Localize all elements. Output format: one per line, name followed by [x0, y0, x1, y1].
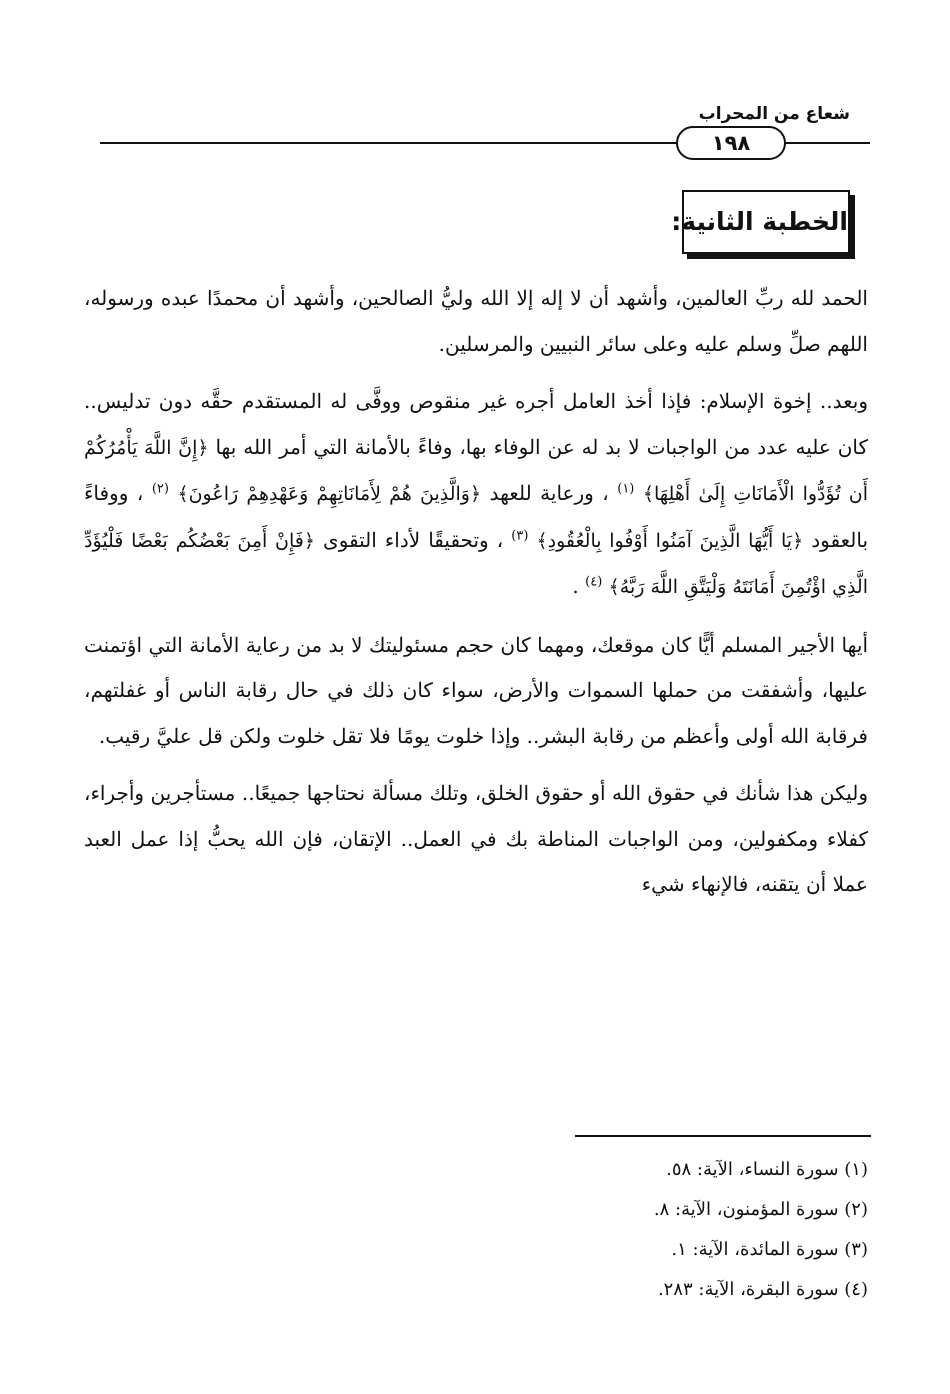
- paragraph-text: .: [572, 574, 579, 598]
- footnote-1: (١) سورة النساء، الآية: ٥٨.: [666, 1159, 868, 1180]
- quran-verse: ﴿فَإِنْ أَمِنَ بَعْضُكُم بَعْضًا فَلْيُؤَدِّ الَّذِي اؤْتُمِنَ أَمَانَتَهُ وَلْيَتَّقِ اللَّهَ رَبَّهُ﴾: [84, 529, 868, 598]
- footnotes: [84, 1150, 868, 1310]
- footnote-2: (٢) سورة المؤمنون، الآية: ٨.: [653, 1199, 868, 1220]
- paragraph-conduct: [84, 771, 868, 908]
- paragraph-text: الحمد لله ربِّ العالمين، وأشهد أن لا إله إلا الله وليُّ الصالحين، وأشهد أن محمدًا عبده ورسوله، اللهم صلِّ وسلم عليه وعلى سائر النبيين والمرسلين.: [84, 286, 868, 356]
- footnote-reference: (٤): [585, 574, 603, 590]
- footnote-reference: (١): [617, 481, 635, 497]
- paragraph-text: ، وتحقيقًا لأداء التقوى: [314, 527, 504, 552]
- quran-verse: ﴿يَا أَيُّهَا الَّذِينَ آمَنُوا أَوْفُوا بِالْعُقُودِ﴾: [536, 529, 804, 552]
- footnote-rule: [575, 1135, 871, 1137]
- page-number: ١٩٨: [676, 126, 786, 160]
- footnote-3: (٣) سورة المائدة، الآية: ١.: [671, 1239, 868, 1260]
- paragraph-opening: [84, 276, 868, 367]
- quran-verse: ﴿إِنَّ اللَّهَ يَأْمُرُكُمْ أَن تُؤَدُّوا الْأَمَانَاتِ إِلَىٰ أَهْلِهَا﴾: [84, 436, 869, 505]
- paragraph-duties: [84, 379, 868, 611]
- paragraph-text: وليكن هذا شأنك في حقوق الله أو حقوق الخلق، وتلك مسألة نحتاجها جميعًا.. مستأجرين وأجراء، كفلاء ومكفولين، ومن الواجبات المناطة بك في العمل.. الإتقان، فإن الله يحبُّ إذا عمل العبد عملا أن يتقنه، فالإنهاء شيء: [84, 781, 868, 896]
- footnote-reference: (٣): [511, 527, 529, 543]
- body-text: [84, 276, 868, 920]
- quran-verse: ﴿وَالَّذِينَ هُمْ لِأَمَانَاتِهِمْ وَعَهْدِهِمْ رَاعُونَ﴾: [177, 483, 482, 505]
- paragraph-text: أيها الأجير المسلم أيًّا كان موقعك، ومهما كان حجم مسئوليتك لا بد من رعاية الأمانة التي اؤتمنت عليها، وأشفقت من حملها السموات والأرض، سواء كان ذلك في حال رقابة الناس أو غفلتهم، فرقابة الله أولى وأعظم من رقابة البشر.. وإذا خلوت يومًا فلا تقل خلوت ولكن قل عليَّ رقيب.: [84, 632, 869, 748]
- paragraph-text: ، ووفاءً بالعقود: [84, 481, 869, 552]
- footnote-4: (٤) سورة البقرة، الآية: ٢٨٣.: [657, 1279, 868, 1300]
- section-heading: الخطبة الثانية:: [682, 190, 850, 254]
- paragraph-worker: [84, 623, 868, 760]
- paragraph-text: ، ورعاية للعهد: [481, 481, 609, 505]
- footnote-reference: (٢): [151, 481, 169, 497]
- running-title: شعاع من المحراب: [698, 104, 850, 124]
- paragraph-text: وبعد.. إخوة الإسلام: فإذا أخذ العامل أجره غير منقوص ووفَّى له المستقدم حقَّه دون تدليس.. كان عليه عدد من الواجبات لا بد له عن الوفاء بها، وفاءً بالأمانة التي أمر الله بها: [84, 389, 868, 459]
